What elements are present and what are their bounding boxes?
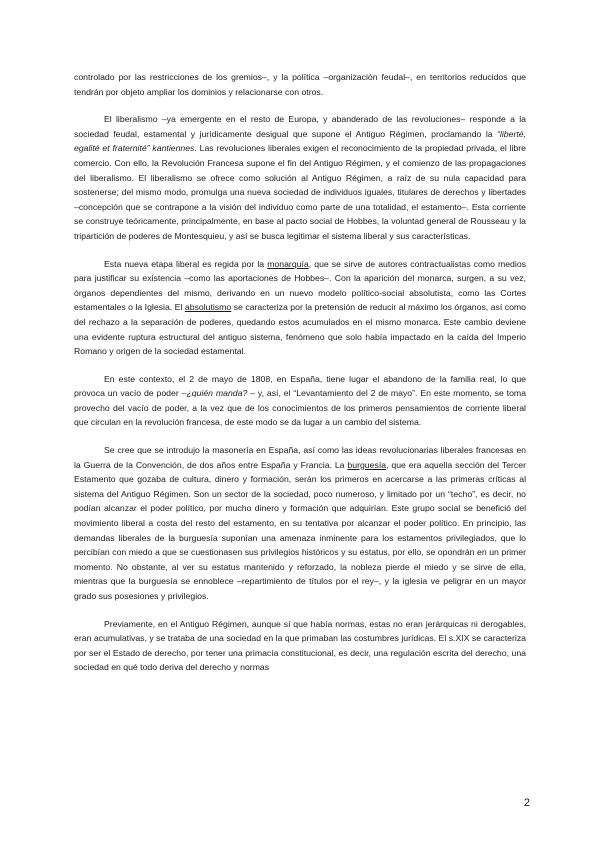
paragraph-monarquia [74,257,526,359]
paragraph-antiguo-regimen [74,617,526,675]
text-segment: En este contexto, el 2 de mayo de 1808, en España, tiene lugar el abandono de la familia real, lo que provoca un vacío de poder – [74,373,526,399]
text-segment: Se cree que se introdujo la masonería en España, así como las ideas revolucionarias liberales francesas en la Guerra de la Convención, de dos años entre España y Francia. La [74,445,526,470]
text-segment: – y, así, el “Levantamiento del 2 de mayo”. En este momento, se toma provecho del vacío de poder, a la vez que de los conocimientos de los primeros pensamientos de corriente liberal que circulan en la revolución francesa, de este modo se da lugar a un cambio del sistema. [74,388,526,428]
paragraph-2-de-mayo [74,372,526,430]
body-text [74,70,526,688]
text-segment: controlado por las restricciones de los gremios–, y la política –organización feudal–, en territorios reducidos que tendrán por objeto ampliar los dominios y relacionarse con otros. [74,72,526,97]
paragraph-burguesia [74,443,526,604]
page-number: 2 [523,797,530,809]
text-segment: , que se sirve de autores contractualistas como medios para justificar su existencia –como las aportaciones de Hobbes–. Con la aparición del monarca, surgen, a su vez, órganos dependientes del mismo, derivando en un nuevo modelo político-social absolutista, como las Cortes estamentales o la Iglesia. El [74,258,526,313]
text-segment-italic: ¿quién manda? [186,388,248,399]
text-segment-italic: “liberté, egalité et fraternité” kantiennes [74,128,526,154]
text-segment: El liberalismo –ya emergente en el resto de Europa, y abanderado de las revoluciones– responde a la sociedad feudal, estamental y jurídicamente desigual que supone el Antiguo Régimen, proclamando la [74,114,526,139]
text-segment: , que era aquella sección del Tercer Estamento que gozaba de cultura, dinero y formación, serán los primeros en acercarse a las primeras críticas al sistema del Antiguo Régimen. Son un sector de la sociedad, poco numeroso, y limitado por un “techo”, es decir, no podían alcanzar el poder político, por mucho dinero y formación que adquirían. Este grupo social se benefició del movimiento liberal a costa del resto del estamento, en su tentativa por alcanzar el poder político. En principio, las demandas liberales de la burguesía suponían una amenaza inminente para los estamentos privilegiados, que lo percibían con miedo a que se cuestionasen sus privilegios históricos y su estatus, por ello, se opondrán en un primer momento. No obstante, al ver su estatus mantenido y reforzado, la nobleza pierde el miedo y se sirve de ella, mientras que la burguesía se ennoblece –repartimiento de títulos por el rey–, y la iglesia ve peligrar en un mayor grado sus posesiones y privilegios. [74,459,526,601]
paragraph-continuation [74,70,526,99]
underlined-term-absolutismo: absolutismo [184,302,232,313]
text-segment: Previamente, en el Antiguo Régimen, aunque sí que había normas, estas no eran jerárquicas ni derogables, eran acumulativas, y se trataba de una sociedad en la que primaban las costumbres jurídicas. El s.XIX se caracteriza por ser el Estado de derecho, por tener una primacía constitucional, es decir, una regulación escrita del derecho, una sociedad en qué todo deriva del derecho y normas [74,618,526,673]
underlined-term-monarquia: monarquía [267,258,309,269]
text-segment: . Las revoluciones liberales exigen el reconocimiento de la propiedad privada, el libre comercio. Con ello, la Revolución Francesa supone el fin del Antiguo Régimen, y el comienzo de las propagaciones del liberalismo. El liberalismo se ofrece como solución al Antiguo Régimen, a raíz de su nula capacidad para sostenerse; del mismo modo, promulga una nueva sociedad de individuos iguales, titulares de derechos y libertades –concepción que se contrapone a la visión del individuo como parte de una totalidad, el estamento–. Esta corriente se construye teóricamente, principalmente, en base al pacto social de Hobbes, la voluntad general de Rousseau y la tripartición de poderes de Montesquieu, y así se busca legitimar el sistema liberal y sus características. [74,143,526,241]
text-segment: Esta nueva etapa liberal es regida por la [104,258,268,269]
underlined-term-burguesia: burguesía [347,459,387,470]
paragraph-liberalismo [74,112,526,243]
text-segment: se caracteriza por la pretensión de reducir al máximo los órganos, así como del rechazo a la separación de poderes, quedando estos acumulados en el mismo monarca. Este cambio deviene una evidente ruptura estructural del antiguo sistema, fenómeno que solo había impactado en la caída del Imperio Romano y origen de la sociedad estamental. [74,302,526,357]
